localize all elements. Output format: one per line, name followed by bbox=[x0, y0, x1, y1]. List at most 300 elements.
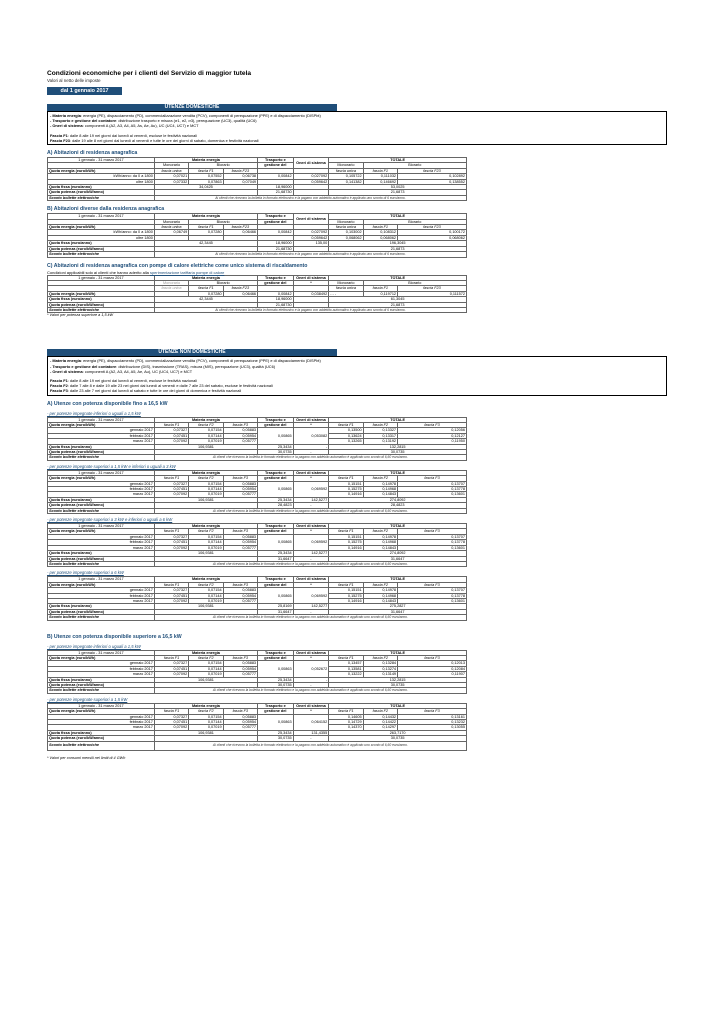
value-cell: 21,6873 bbox=[329, 246, 467, 251]
header-materia: Materia energia bbox=[154, 158, 257, 163]
month-label: febbraio 2017 bbox=[48, 487, 155, 492]
header-trasporto: gestione del bbox=[258, 529, 294, 534]
month-label: marzo 2017 bbox=[48, 672, 155, 677]
value-cell: 0,108312 bbox=[363, 230, 397, 235]
value-cell: 142,5277 bbox=[293, 551, 329, 556]
discount-label: Sconto bollette elettroniche bbox=[48, 307, 155, 312]
fascia-cell: fascia F3 bbox=[398, 529, 467, 534]
value-cell: 0,13778 bbox=[398, 540, 467, 545]
fascia-cell: fascia unica bbox=[329, 225, 363, 230]
header-materia: Materia energia bbox=[154, 417, 257, 422]
fascia-cell: fascia F1 bbox=[154, 529, 188, 534]
value-cell: 30,0735 bbox=[258, 683, 294, 688]
value-cell: 0,12127 bbox=[398, 433, 467, 438]
value-cell: 0,00865 bbox=[258, 481, 294, 497]
value-cell: 0,06749 bbox=[154, 230, 188, 235]
fascia-cell: fascia F2 bbox=[363, 655, 397, 660]
value-cell: 0,027092 bbox=[293, 174, 329, 179]
value-cell: 0,13317 bbox=[363, 433, 397, 438]
energy-label: Quota energia (euro/kWh) bbox=[48, 655, 155, 660]
value-cell: 0,100172 bbox=[398, 230, 467, 235]
value-cell: 0,15151 bbox=[329, 534, 363, 539]
value-cell: 106,9381 bbox=[154, 730, 257, 735]
value-cell: 0,038492 bbox=[293, 291, 329, 296]
discount-label: Sconto bollette elettroniche bbox=[48, 561, 155, 566]
month-label: gennaio 2017 bbox=[48, 661, 155, 666]
value-cell: 0,14843 bbox=[363, 492, 397, 497]
value-cell: 0,05777 bbox=[223, 545, 257, 550]
value-cell: 0,13232 bbox=[398, 720, 467, 725]
month-label: marzo 2017 bbox=[48, 439, 155, 444]
tariff-table bbox=[47, 523, 467, 567]
value-cell: 0,07144 bbox=[189, 666, 223, 671]
discount-label: Sconto bollette elettroniche bbox=[48, 455, 155, 460]
header-totale: TOTALE bbox=[329, 214, 467, 219]
value-cell: 106,9381 bbox=[154, 444, 257, 449]
value-cell: 106,9381 bbox=[154, 497, 257, 502]
fascia-cell: fascia F2 bbox=[363, 529, 397, 534]
header-trasporto: gestione del bbox=[258, 422, 294, 427]
page-title: Condizioni economiche per i clienti del Servizio di maggior tutela bbox=[47, 70, 252, 77]
legend-key: - Oneri di sistema bbox=[50, 368, 83, 374]
header-materia: Materia energia bbox=[154, 214, 257, 219]
period-cell: 1 gennaio - 31 marzo 2017 bbox=[48, 214, 155, 219]
value-cell: 0,05777 bbox=[223, 672, 257, 677]
fascia-cell: fascia F23 bbox=[398, 225, 467, 230]
value-cell: 34,0425 bbox=[154, 185, 257, 190]
header-totale: TOTALE bbox=[329, 158, 467, 163]
value-cell: 0,13601 bbox=[398, 492, 467, 497]
header-trasporto: gestione del bbox=[258, 280, 294, 285]
header-trasporto: gestione del bbox=[258, 476, 294, 481]
header-biorario: Biorario bbox=[363, 219, 466, 224]
value-cell: 0,07552 bbox=[189, 174, 223, 179]
value-cell: 0,00842 bbox=[258, 230, 294, 235]
fascia-cell: fascia F2 bbox=[189, 582, 223, 587]
power-label: Quota potenza (euro/kW/anno) bbox=[48, 683, 155, 688]
nondomestic-banner: UTENZE NON DOMESTICHE bbox=[47, 349, 337, 356]
legend-key: Fascia F1 bbox=[50, 377, 68, 383]
fascia-cell: fascia F2 bbox=[363, 582, 397, 587]
value-cell: 106,9381 bbox=[154, 551, 257, 556]
value-cell: 0,00842 bbox=[258, 174, 294, 179]
value-cell: 0,068062 bbox=[398, 235, 467, 240]
fascia-cell: fascia F1 bbox=[154, 476, 188, 481]
header-trasporto: Trasporto e bbox=[258, 214, 294, 219]
tariff-table bbox=[47, 576, 467, 620]
value-cell: 0,05954 bbox=[223, 433, 257, 438]
fixed-label: Quota fissa (euro/anno) bbox=[48, 185, 155, 190]
header-oneri: Oneri di sistema bbox=[293, 703, 329, 708]
value-cell: 142,5277 bbox=[293, 604, 329, 609]
value-cell: 0,14916 bbox=[329, 545, 363, 550]
row-label: kWh/anno: da 0 a 1800 bbox=[48, 230, 155, 235]
value-cell: 18,96000 bbox=[258, 185, 294, 190]
value-cell: - bbox=[293, 450, 329, 455]
value-cell: 0,07049 bbox=[223, 179, 257, 184]
value-cell: 106,9381 bbox=[154, 677, 257, 682]
nondomestic-sections bbox=[47, 401, 677, 760]
fascia-cell: fascia F1 bbox=[329, 655, 363, 660]
value-cell: 0,14968 bbox=[363, 540, 397, 545]
value-cell: 0,05883 bbox=[223, 428, 257, 433]
tariff-table bbox=[47, 275, 467, 314]
value-cell: 0,15151 bbox=[329, 588, 363, 593]
value-cell: 0,07154 bbox=[189, 534, 223, 539]
value-cell: 0,111032 bbox=[363, 174, 397, 179]
header-trasporto: Trasporto e bbox=[258, 650, 294, 655]
value-cell: 53,0025 bbox=[329, 185, 467, 190]
fascia-cell: fascia F3 bbox=[398, 655, 467, 660]
value-cell: 0,07144 bbox=[189, 487, 223, 492]
legend-key: Fascia F23 bbox=[50, 137, 70, 143]
header-trasporto: Trasporto e bbox=[258, 703, 294, 708]
header-trasporto: gestione del bbox=[258, 655, 294, 660]
fascia-cell: fascia F3 bbox=[223, 709, 257, 714]
period-cell: 1 gennaio - 31 marzo 2017 bbox=[48, 577, 155, 582]
value-cell: - bbox=[293, 683, 329, 688]
header-materia: Materia energia bbox=[154, 275, 257, 280]
fascia-cell: fascia F2 bbox=[363, 422, 397, 427]
fixed-label: Quota fissa (euro/anno) bbox=[48, 551, 155, 556]
legend-text: : componenti A (A2, A3, A4, A5, Ae, Au), UC (UC4, UC7) e MCT bbox=[82, 368, 193, 374]
fascia-cell: fascia F23 bbox=[398, 168, 467, 173]
fascia-cell: fascia F3 bbox=[398, 709, 467, 714]
energy-label: Quota energia (euro/kWh) bbox=[48, 225, 155, 230]
legend-key: - Materia energia bbox=[50, 113, 81, 118]
value-cell: 0,11950 bbox=[398, 439, 467, 444]
header-oneri-star: * bbox=[293, 529, 329, 534]
value-cell: 0,06466 bbox=[223, 291, 257, 296]
value-cell: 0,05883 bbox=[223, 588, 257, 593]
value-cell: 0,07154 bbox=[189, 714, 223, 719]
value-cell: 0,07092 bbox=[154, 492, 188, 497]
discount-label: Sconto bollette elettroniche bbox=[48, 615, 155, 620]
value-cell: 0,07144 bbox=[189, 433, 223, 438]
value-cell: 18,96000 bbox=[258, 241, 294, 246]
value-cell: 0,13222 bbox=[329, 672, 363, 677]
value-cell: 0,07451 bbox=[154, 540, 188, 545]
row-label: oltre 1800 bbox=[48, 235, 155, 240]
fixed-label: Quota fissa (euro/anno) bbox=[48, 730, 155, 735]
value-cell: 0,14297 bbox=[363, 725, 397, 730]
value-cell: 0,11907 bbox=[398, 672, 467, 677]
value-cell: 0,13707 bbox=[398, 534, 467, 539]
header-trasporto: gestione del bbox=[258, 219, 294, 224]
energy-label: Quota energia (euro/kWh) bbox=[48, 291, 155, 296]
fixed-label: Quota fissa (euro/anno) bbox=[48, 297, 155, 302]
header-biorario: Biorario bbox=[189, 280, 258, 285]
value-cell: 0,069592 bbox=[293, 534, 329, 550]
value-cell: 0,00865 bbox=[258, 534, 294, 550]
fascia-cell: fascia F3 bbox=[398, 476, 467, 481]
header-biorario: Biorario bbox=[189, 219, 258, 224]
fascia-cell: fascia unica bbox=[329, 286, 363, 291]
value-cell: 0,059642 bbox=[293, 179, 329, 184]
power-label: Quota potenza (euro/kW/anno) bbox=[48, 246, 155, 251]
value-cell: 0,053082 bbox=[293, 428, 329, 444]
value-cell: 0,05777 bbox=[223, 492, 257, 497]
header-trasporto: Trasporto e bbox=[258, 577, 294, 582]
value-cell: 21,6873 bbox=[329, 302, 467, 307]
value-cell: 0,07280 bbox=[189, 230, 223, 235]
nondomestic-legend bbox=[47, 356, 667, 395]
value-cell: 61,3045 bbox=[329, 297, 467, 302]
value-cell: 0,059642 bbox=[293, 235, 329, 240]
month-label: gennaio 2017 bbox=[48, 534, 155, 539]
value-cell: 0,05954 bbox=[223, 487, 257, 492]
value-cell: 0,07154 bbox=[189, 481, 223, 486]
value-cell: 0,05883 bbox=[223, 534, 257, 539]
value-cell: - bbox=[293, 556, 329, 561]
header-oneri-star: * bbox=[293, 422, 329, 427]
value-cell: 0,07327 bbox=[154, 481, 188, 486]
value-cell: - bbox=[293, 609, 329, 614]
value-cell: 0,13778 bbox=[398, 593, 467, 598]
value-cell: 132,2815 bbox=[329, 677, 467, 682]
value-cell: 31,6647 bbox=[258, 556, 294, 561]
value-cell: 0,05954 bbox=[223, 593, 257, 598]
value-cell: 21,6873 bbox=[329, 190, 467, 195]
fascia-cell: fascia F2 bbox=[189, 422, 223, 427]
value-cell: 21,68730 bbox=[258, 190, 294, 195]
header-oneri: Oneri di sistema bbox=[293, 470, 329, 475]
value-cell: 30,0735 bbox=[329, 736, 467, 741]
value-cell: 0,14843 bbox=[363, 598, 397, 603]
value-cell: 132,2815 bbox=[329, 444, 467, 449]
legend-text: : energia (PE), dispacciamento (PD), commercializzazione vendita (PCV), componenti di perequazione (PPE) e di dispacciamento (DISPbt) bbox=[80, 113, 321, 118]
month-label: gennaio 2017 bbox=[48, 481, 155, 486]
value-cell: 0,12056 bbox=[398, 428, 467, 433]
header-totale: TOTALE bbox=[329, 650, 467, 655]
value-cell: 31,6647 bbox=[258, 609, 294, 614]
value-cell: 0,069592 bbox=[293, 588, 329, 604]
value-cell: 0,138552 bbox=[398, 179, 467, 184]
fascia-cell: fascia F3 bbox=[223, 655, 257, 660]
header-materia: Materia energia bbox=[154, 650, 257, 655]
period-cell: 1 gennaio - 31 marzo 2017 bbox=[48, 470, 155, 475]
header-monorario: Monorario bbox=[154, 280, 188, 285]
subsection-heading: - per potenze impegnate superiori a 6 kW bbox=[47, 570, 124, 576]
energy-label: Quota energia (euro/kWh) bbox=[48, 422, 155, 427]
value-cell: 0,13265 bbox=[329, 439, 363, 444]
power-label: Quota potenza (euro/kW/anno) bbox=[48, 450, 155, 455]
value-cell: 0,15275 bbox=[329, 487, 363, 492]
value-cell: 0,07021 bbox=[154, 174, 188, 179]
header-trasporto: Trasporto e bbox=[258, 417, 294, 422]
row-label: oltre 1800 bbox=[48, 179, 155, 184]
fixed-label: Quota fissa (euro/anno) bbox=[48, 604, 155, 609]
header-monorario: Monorario bbox=[329, 280, 363, 285]
fascia-cell: fascia F1 bbox=[154, 422, 188, 427]
value-cell: 0,07451 bbox=[154, 433, 188, 438]
value-cell: 28,4823 bbox=[329, 503, 467, 508]
value-cell: 0,14422 bbox=[363, 720, 397, 725]
footnote: * Valori per potenza superiore a 1,5 kW bbox=[47, 313, 114, 318]
value-cell: 25,3434 bbox=[258, 677, 294, 682]
value-cell: 30,0735 bbox=[329, 450, 467, 455]
value-cell: 0,07327 bbox=[154, 534, 188, 539]
period-cell: 1 gennaio - 31 marzo 2017 bbox=[48, 417, 155, 422]
value-cell: 0,14978 bbox=[363, 481, 397, 486]
note-link: sperimentazione tariffaria pompe di calore bbox=[149, 269, 225, 275]
value-cell: 0,13149 bbox=[363, 672, 397, 677]
value-cell: 0,07451 bbox=[154, 666, 188, 671]
discount-text: Ai clienti che ricevono la bolletta in formato elettronico e la pagano con addebito automatico è applicato uno sconto di 6 euro/anno. bbox=[154, 195, 466, 200]
value-cell: 0,00865 bbox=[258, 428, 294, 444]
header-totale: TOTALE bbox=[329, 417, 467, 422]
fascia-cell: fascia F1 bbox=[189, 225, 223, 230]
value-cell: 21,68730 bbox=[258, 302, 294, 307]
discount-text: Ai clienti che ricevono la bolletta in formato elettronico e la pagano con addebito automatico è applicato uno sconto di 6,60 euro/anno. bbox=[154, 688, 466, 693]
header-oneri: Oneri di sistema bbox=[293, 158, 329, 169]
value-cell: - bbox=[293, 444, 329, 449]
month-label: febbraio 2017 bbox=[48, 540, 155, 545]
group-heading: A) Utenze con potenza disponibile fino a 16,5 kW bbox=[47, 400, 168, 407]
value-cell: 31,6647 bbox=[329, 609, 467, 614]
legend-key: - Trasporto e gestione del contatore bbox=[50, 363, 117, 369]
fascia-cell: fascia unica bbox=[154, 225, 188, 230]
fascia-cell: fascia F23 bbox=[223, 168, 257, 173]
discount-text: Ai clienti che ricevono la bolletta in formato elettronico e la pagano con addebito automatico è applicato uno sconto di 6,60 euro/anno. bbox=[154, 455, 466, 460]
value-cell: 0,027092 bbox=[293, 230, 329, 235]
discount-label: Sconto bollette elettroniche bbox=[48, 688, 155, 693]
value-cell: 0,14916 bbox=[329, 598, 363, 603]
value-cell: 135,00 bbox=[293, 241, 329, 246]
power-label: Quota potenza (euro/kW/anno) bbox=[48, 503, 155, 508]
value-cell: 0,13581 bbox=[329, 666, 363, 671]
value-cell: 0,13192 bbox=[363, 439, 397, 444]
legend-key: - Materia energia bbox=[50, 358, 81, 364]
header-totale: TOTALE bbox=[329, 275, 467, 280]
value-cell: 0,068062 bbox=[329, 235, 363, 240]
value-cell: 131,4355 bbox=[293, 730, 329, 735]
tariff-table bbox=[47, 703, 467, 751]
value-cell: 0,15151 bbox=[329, 481, 363, 486]
value-cell: 0,05777 bbox=[223, 598, 257, 603]
fascia-cell: fascia unica bbox=[154, 168, 188, 173]
value-cell: 0,06466 bbox=[223, 230, 257, 235]
tariff-table bbox=[47, 417, 467, 461]
value-cell: 25,8169 bbox=[258, 604, 294, 609]
fascia-cell: fascia F23 bbox=[398, 286, 467, 291]
period-cell: 1 gennaio - 31 marzo 2017 bbox=[48, 524, 155, 529]
value-cell: 0,07451 bbox=[154, 720, 188, 725]
header-monorario: Monorario bbox=[329, 163, 363, 168]
value-cell: 0,13274 bbox=[363, 666, 397, 671]
value-cell: 0,068062 bbox=[363, 235, 397, 240]
fixed-label: Quota fissa (euro/anno) bbox=[48, 444, 155, 449]
value-cell: 18,96000 bbox=[258, 297, 294, 302]
fascia-cell: fascia F1 bbox=[363, 225, 397, 230]
value-cell: 0,07154 bbox=[189, 588, 223, 593]
value-cell: 0,14968 bbox=[363, 487, 397, 492]
value-cell: 0,146692 bbox=[363, 179, 397, 184]
value-cell: 0,07092 bbox=[154, 598, 188, 603]
header-oneri: Oneri di sistema bbox=[293, 214, 329, 225]
header-oneri: Oneri di sistema bbox=[293, 417, 329, 422]
header-oneri-star: * bbox=[293, 582, 329, 587]
value-cell: 0,05883 bbox=[223, 661, 257, 666]
section-heading: A) Abitazioni di residenza anagrafica bbox=[47, 150, 138, 157]
header-trasporto: gestione del bbox=[258, 163, 294, 168]
legend-text: : energia (PE), dispacciamento (PD), commercializzazione vendita (PCV), componenti di perequazione (PPE) e di dispacciamento (DISPbt) bbox=[80, 358, 321, 364]
value-cell: 25,3434 bbox=[258, 497, 294, 502]
value-cell: 0,07092 bbox=[154, 545, 188, 550]
value-cell: 0,14605 bbox=[329, 714, 363, 719]
value-cell: 0,05883 bbox=[223, 481, 257, 486]
tariff-table bbox=[47, 213, 467, 257]
legend-text: : distribuzione trasporto e misura (σ1, σ2, σ3), perequazione (UC3), qualità (UC6) bbox=[116, 118, 257, 124]
discount-label: Sconto bollette elettroniche bbox=[48, 508, 155, 513]
header-trasporto: Trasporto e bbox=[258, 470, 294, 475]
fascia-cell: fascia F3 bbox=[223, 582, 257, 587]
value-cell: 0,13327 bbox=[363, 428, 397, 433]
value-cell: 0,064152 bbox=[293, 714, 329, 730]
fascia-cell: fascia F3 bbox=[398, 422, 467, 427]
note-text: Condizioni applicabili solo ai clienti che hanno aderito alla bbox=[47, 269, 150, 275]
fascia-cell: fascia F2 bbox=[189, 529, 223, 534]
spacer bbox=[47, 621, 677, 629]
row-label: kWh/anno: da 0 a 1800 bbox=[48, 174, 155, 179]
header-biorario: Biorario bbox=[189, 163, 258, 168]
header-oneri-star: * bbox=[293, 655, 329, 660]
period-cell: 1 gennaio - 31 marzo 2017 bbox=[48, 703, 155, 708]
legend-key: Fascia F3 bbox=[50, 388, 68, 394]
legend-text: : dalle 23 alle 7 nei giorni dai lunedì al sabato e tutte le ore dei giorni di domenica e festività nazionali bbox=[67, 388, 242, 394]
value-cell: 0,07154 bbox=[189, 661, 223, 666]
value-cell: - bbox=[293, 677, 329, 682]
value-cell: 0,14370 bbox=[329, 725, 363, 730]
header-oneri-star: * bbox=[293, 709, 329, 714]
period-cell: 1 gennaio - 31 marzo 2017 bbox=[48, 275, 155, 280]
value-cell: 0,069592 bbox=[293, 481, 329, 497]
header-totale: TOTALE bbox=[329, 524, 467, 529]
header-materia: Materia energia bbox=[154, 577, 257, 582]
domestic-legend bbox=[47, 111, 667, 145]
value-cell: 0,00865 bbox=[258, 588, 294, 604]
header-trasporto: Trasporto e bbox=[258, 524, 294, 529]
period-cell: 1 gennaio - 31 marzo 2017 bbox=[48, 650, 155, 655]
fascia-cell: fascia F1 bbox=[154, 709, 188, 714]
value-cell: 0,07144 bbox=[189, 540, 223, 545]
fascia-cell: fascia F23 bbox=[223, 286, 257, 291]
value-cell: 0,07019 bbox=[189, 672, 223, 677]
value-cell: 0,13161 bbox=[398, 714, 467, 719]
value-cell: 0,07092 bbox=[154, 725, 188, 730]
energy-label: Quota energia (euro/kWh) bbox=[48, 529, 155, 534]
fascia-cell: fascia F1 bbox=[189, 168, 223, 173]
value-cell: 0,14968 bbox=[363, 593, 397, 598]
value-cell: 0,07327 bbox=[154, 428, 188, 433]
fascia-cell: fascia unica bbox=[329, 168, 363, 173]
value-cell: 0,07144 bbox=[189, 720, 223, 725]
header-oneri: Oneri di sistema bbox=[293, 577, 329, 582]
discount-text: Ai clienti che ricevono la bolletta in formato elettronico e la pagano con addebito automatico è applicato uno sconto di 6 euro/anno. bbox=[154, 252, 466, 257]
legend-key: Fascia F1 bbox=[50, 132, 68, 138]
fascia-cell: fascia F2 bbox=[189, 476, 223, 481]
value-cell: 0,00863 bbox=[258, 714, 294, 730]
header-trasporto: gestione del bbox=[258, 582, 294, 587]
header-monorario: Monorario bbox=[329, 219, 363, 224]
tariff-table bbox=[47, 470, 467, 514]
section-heading: C) Abitazioni di residenza anagrafica con pompe di calore elettriche come unico sistema di riscaldamento bbox=[47, 262, 308, 269]
value-cell: 0,15275 bbox=[329, 540, 363, 545]
value-cell: 0,00863 bbox=[258, 661, 294, 677]
fascia-cell: fascia F1 bbox=[154, 582, 188, 587]
header-trasporto: Trasporto e bbox=[258, 275, 294, 280]
value-cell: 0,07280 bbox=[189, 291, 223, 296]
